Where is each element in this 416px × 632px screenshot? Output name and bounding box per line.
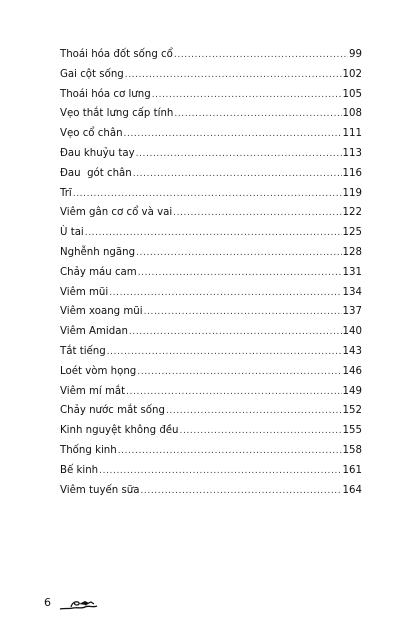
toc-entry-title: Kinh nguyệt không đều <box>60 425 179 437</box>
toc-entry-title: Viêm mí mắt <box>60 385 126 397</box>
dot-leader <box>173 204 341 224</box>
dot-leader <box>126 383 341 403</box>
dot-leader <box>107 343 342 363</box>
dot-leader <box>99 462 341 482</box>
toc-entry-title: Chảy máu cam <box>60 266 137 278</box>
toc-entry <box>60 184 362 204</box>
toc-entry-title: Ù tai <box>60 227 84 239</box>
toc-entry <box>60 441 362 461</box>
toc-entry-page: 140 <box>342 326 362 338</box>
toc-entry-page: 152 <box>342 405 362 417</box>
toc-entry-title: Thoái hóa cơ lưng <box>60 88 151 100</box>
toc-entry <box>60 322 362 342</box>
toc-entry-title: Viêm gân cơ cổ và vai <box>60 207 173 219</box>
toc-entry-page: 99 <box>349 49 362 60</box>
toc-entry-title: Đau gót chân <box>60 167 132 179</box>
dot-leader <box>136 244 341 264</box>
toc-entry-title: Gai cột sống <box>60 68 124 80</box>
toc-entry <box>60 302 362 322</box>
toc-entry <box>60 203 362 223</box>
dot-leader <box>174 46 348 66</box>
dot-leader <box>129 323 342 343</box>
toc-entry-title: Chảy nước mắt sống <box>60 405 165 417</box>
toc-entry-title: Vẹo thắt lưng cấp tính <box>60 108 174 120</box>
toc-entry <box>60 85 362 105</box>
toc-entry-page: 146 <box>342 365 362 377</box>
toc-entry-title: Đau khuỷu tay <box>60 147 135 159</box>
toc-entry <box>60 421 362 441</box>
toc-entry <box>60 362 362 382</box>
dot-leader <box>109 284 341 304</box>
toc-entry-title: Bế kinh <box>60 464 99 476</box>
dot-leader <box>73 185 342 205</box>
dot-leader <box>144 303 342 323</box>
toc-entry-page: 113 <box>342 147 362 159</box>
toc-entry-page: 105 <box>342 88 362 100</box>
dot-leader <box>174 105 341 125</box>
toc-entry-page: 131 <box>342 266 362 278</box>
toc-entry <box>60 164 362 184</box>
toc-entry-title: Vẹo cổ chân <box>60 128 123 140</box>
dot-leader <box>136 145 342 165</box>
toc-entry-title: Thoái hóa đốt sống cổ <box>60 49 173 60</box>
toc-entry <box>60 65 362 85</box>
toc-entry-page: 111 <box>342 128 362 140</box>
toc-entry-page: 143 <box>342 345 362 357</box>
dot-leader <box>118 442 342 462</box>
dot-leader <box>124 125 342 145</box>
toc-entry-page: 108 <box>342 108 362 120</box>
dot-leader <box>180 422 342 442</box>
toc-entry-page: 128 <box>342 246 362 258</box>
toc-entry-page: 134 <box>342 286 362 298</box>
toc-entry-page: 102 <box>342 68 362 80</box>
toc-entry <box>60 45 362 65</box>
toc-entry <box>60 283 362 303</box>
toc-entry-page: 149 <box>342 385 362 397</box>
toc-entry-title: Tắt tiếng <box>60 345 106 357</box>
toc-entry-page: 116 <box>342 167 362 179</box>
toc-entry-title: Trĩ <box>60 187 72 199</box>
page-number: 6 <box>44 596 51 609</box>
toc-entry-title: Thống kinh <box>60 444 117 456</box>
dot-leader <box>137 363 341 383</box>
toc-entry <box>60 382 362 402</box>
dot-leader <box>140 482 341 502</box>
toc-entry <box>60 243 362 263</box>
toc-entry-page: 155 <box>342 425 362 437</box>
toc-entry-title: Nghễnh ngãng <box>60 246 136 258</box>
toc-entry-page: 164 <box>342 484 362 496</box>
toc-entry <box>60 223 362 243</box>
toc-entry <box>60 481 362 501</box>
dot-leader <box>166 402 342 422</box>
dot-leader <box>138 264 342 284</box>
reclining-figure-icon <box>59 597 99 617</box>
toc-entry-page: 158 <box>342 444 362 456</box>
toc-entry-title: Viêm xoang mũi <box>60 306 143 318</box>
toc-entry <box>60 342 362 362</box>
toc-entry <box>60 144 362 164</box>
dot-leader <box>125 66 342 86</box>
toc-entry-title: Viêm Amidan <box>60 326 128 338</box>
toc-entry <box>60 124 362 144</box>
toc-entry-title: Viêm mũi <box>60 286 109 298</box>
toc-entry-page: 122 <box>342 207 362 219</box>
table-of-contents <box>60 45 362 500</box>
toc-entry-title: Loét vòm họng <box>60 365 137 377</box>
toc-entry <box>60 461 362 481</box>
toc-entry-page: 161 <box>342 464 362 476</box>
dot-leader <box>133 165 342 185</box>
toc-entry-title: Viêm tuyến sữa <box>60 484 140 496</box>
toc-entry <box>60 263 362 283</box>
toc-entry <box>60 401 362 421</box>
toc-entry-page: 119 <box>342 187 362 199</box>
dot-leader <box>152 86 342 106</box>
toc-entry-page: 137 <box>342 306 362 318</box>
dot-leader <box>85 224 342 244</box>
toc-entry-page: 125 <box>342 227 362 239</box>
toc-entry <box>60 104 362 124</box>
